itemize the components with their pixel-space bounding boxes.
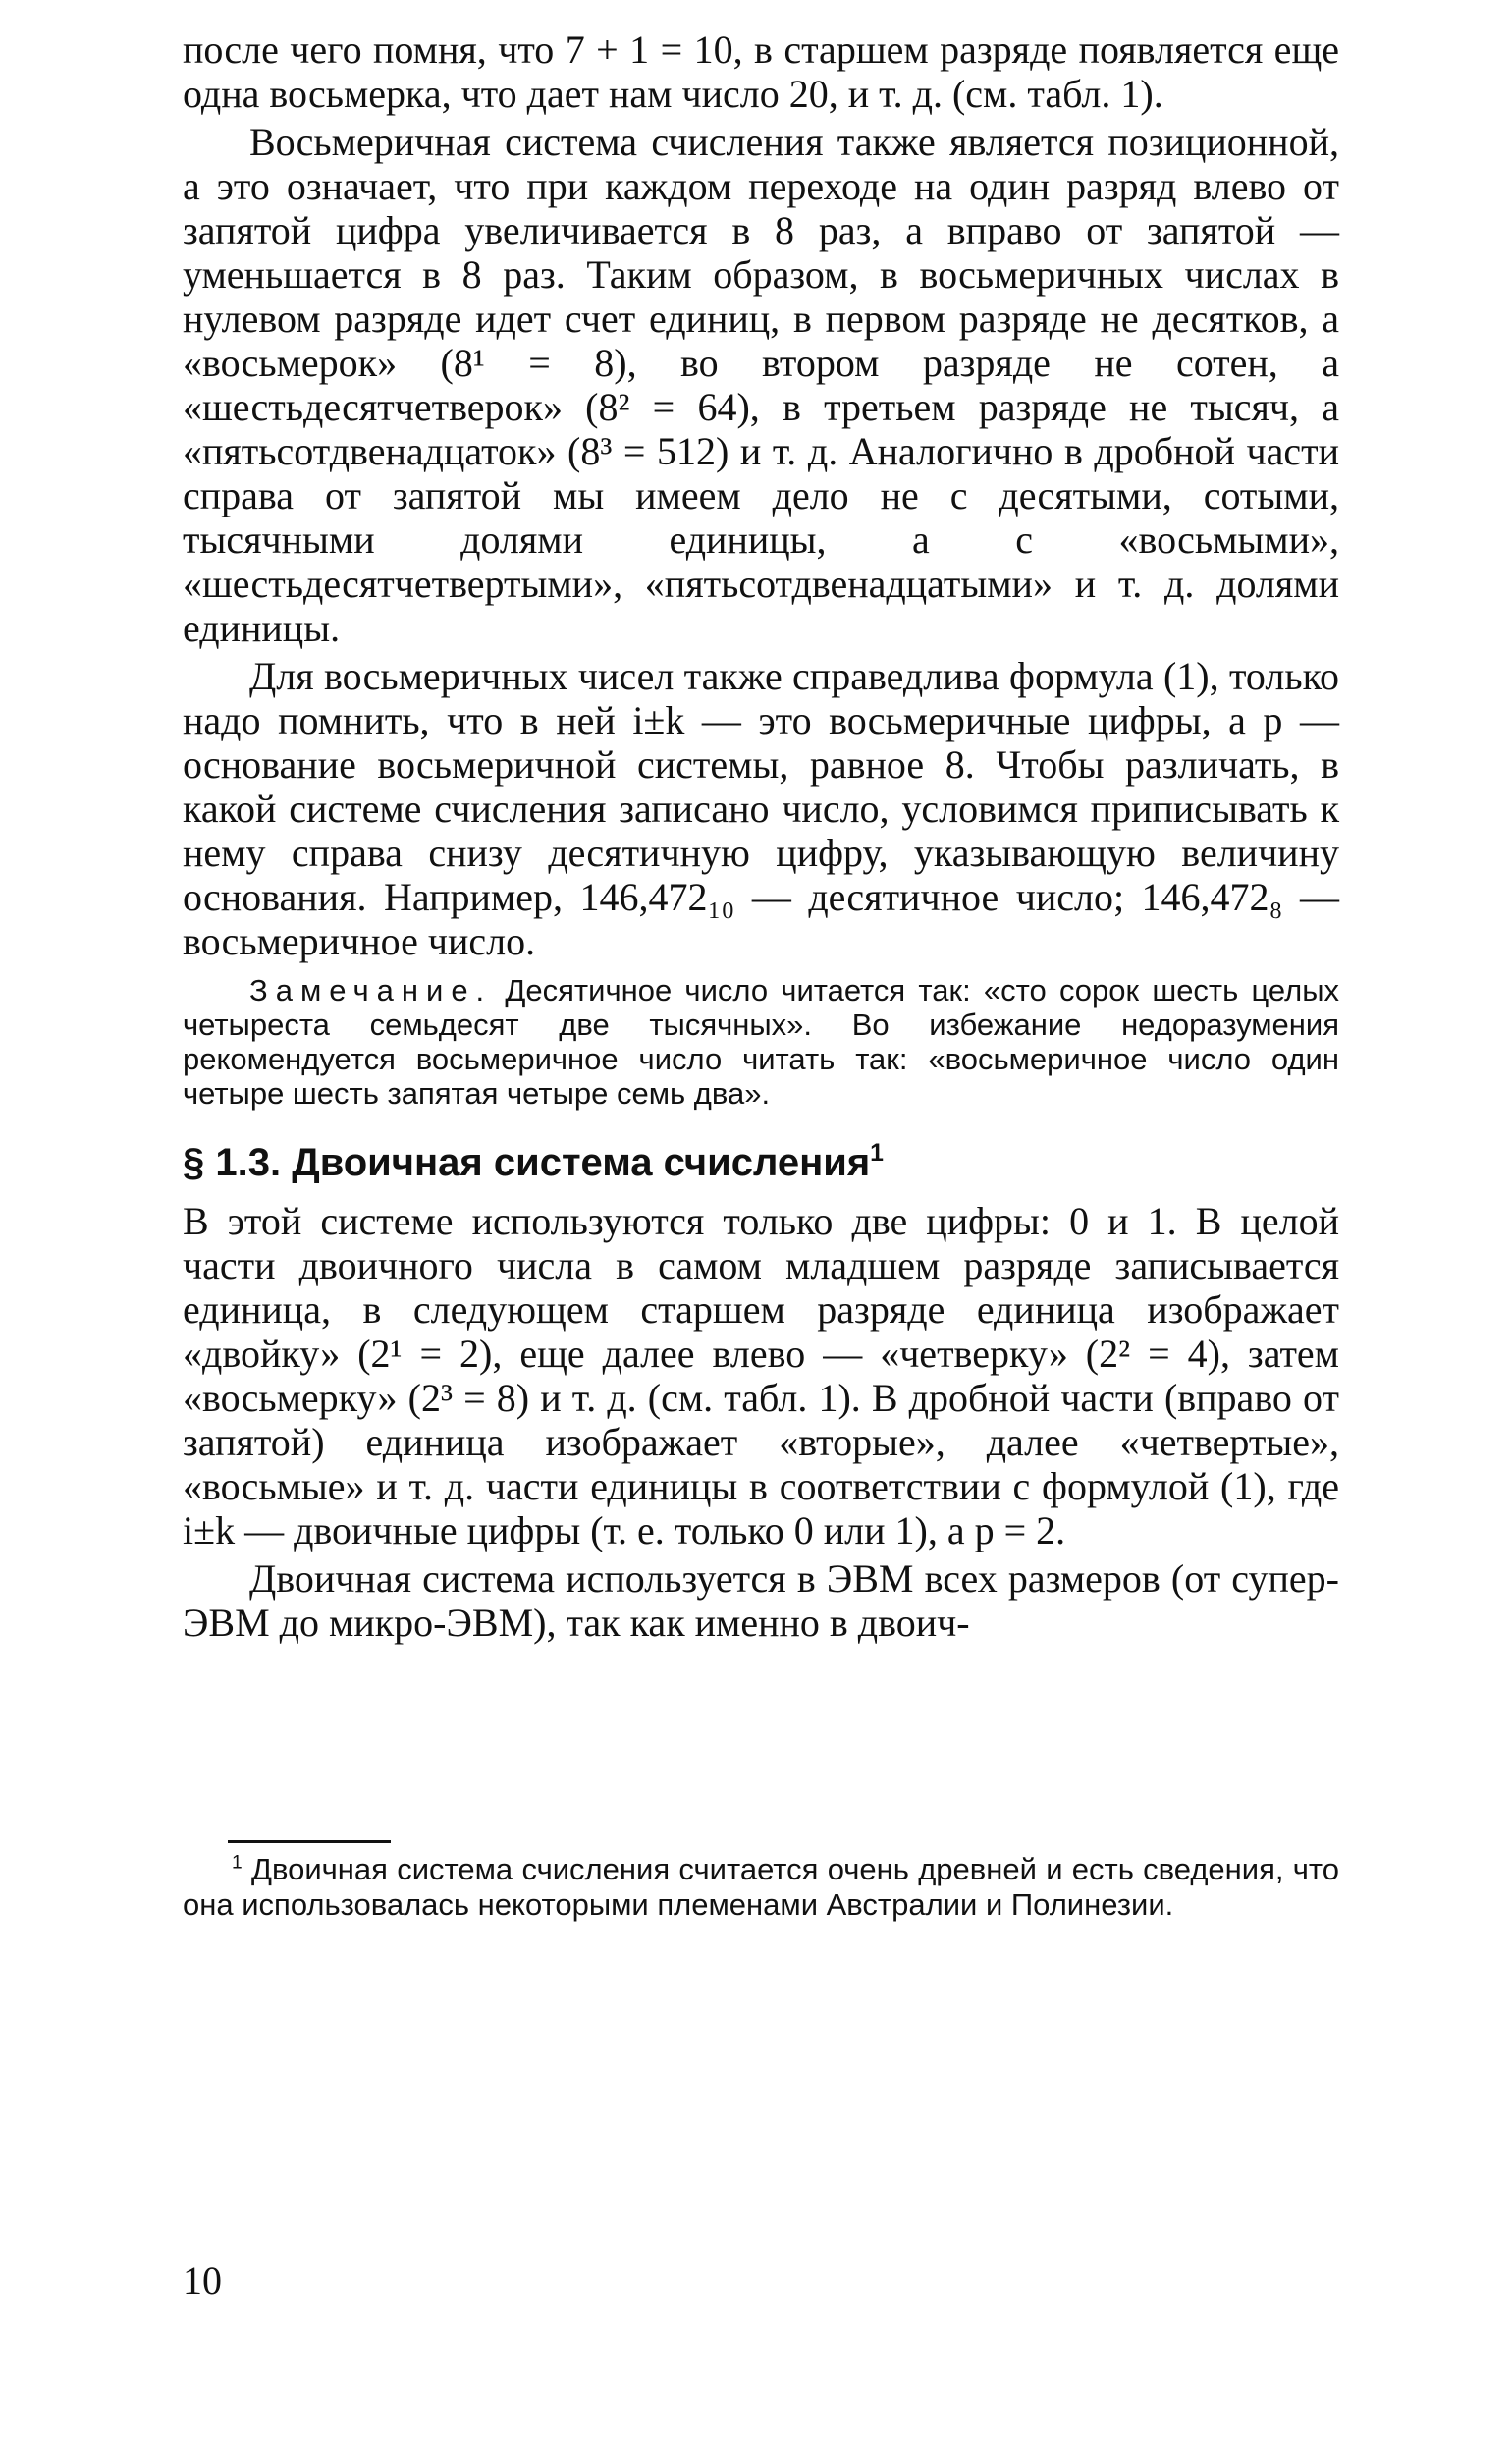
- page-number: 10: [183, 2259, 222, 2303]
- footnote-ref: 1: [870, 1140, 884, 1168]
- footnote-body: Двоичная система счисления считается очень древней и есть сведения, что она использовалась некоторыми племенами Австралии и Полинезии.: [183, 1852, 1339, 1922]
- footnote-text: [183, 1852, 1339, 1923]
- body-text: [183, 27, 1339, 1645]
- paragraph-3: Для восьмеричных чисел также справедлива формула (1), только надо помнить, что в ней i±k — это восьмеричные цифры, а p — основание восьмеричной системы, равное 8. Чтобы различать, в какой системе счисления записано число, условимся приписывать к нему справа снизу десятичную цифру, указывающую величину основания. Например, 146,472₁₀ — десятичное число; 146,472₈ — восьмеричное число.: [183, 654, 1339, 963]
- section-heading-text: § 1.3. Двоичная система счисления: [183, 1141, 871, 1184]
- remark-text: Десятичное число читается так: «сто сорок шесть целых четыреста семьдесят две тысячных». Во избежание недоразумения рекомендуется восьмеричное число читать так: «восьмеричное число один четыре шесть запятая четыре семь два».: [183, 973, 1339, 1111]
- section-paragraph-2: Двоичная система используется в ЭВМ всех размеров (от супер-ЭВМ до микро-ЭВМ), так как именно в двоич-: [183, 1556, 1339, 1645]
- footnote-divider: [228, 1840, 391, 1843]
- paragraph-1: после чего помня, что 7 + 1 = 10, в старшем разряде появляется еще одна восьмерка, что дает нам число 20, и т. д. (см. табл. 1).: [183, 27, 1339, 116]
- section-heading: [183, 1140, 1339, 1185]
- section-paragraph-1: В этой системе используются только две цифры: 0 и 1. В целой части двоичного числа в самом младшем разряде записывается единица, в следующем старшем разряде единица изображает «двойку» (2¹ = 2), еще далее влево — «четверку» (2² = 4), затем «восьмерку» (2³ = 8) и т. д. (см. табл. 1). В дробной части (вправо от запятой) единица изображает «вторые», далее «четвертые», «восьмые» и т. д. части единицы в соответствии с формулой (1), где i±k — двоичные цифры (т. е. только 0 или 1), а p = 2.: [183, 1199, 1339, 1552]
- paragraph-2: Восьмеричная система счисления также является позиционной, а это означает, что при каждом переходе на один разряд влево от запятой цифра увеличивается в 8 раз, а вправо от запятой — уменьшается в 8 раз. Таким образом, в восьмеричных числах в нулевом разряде идет счет единиц, в первом разряде не десятков, а «восьмерок» (8¹ = 8), во втором разряде не сотен, а «шестьдесятчетверок» (8² = 64), в третьем разряде не тысяч, а «пятьсотдвенадцаток» (8³ = 512) и т. д. Аналогично в дробной части справа от запятой мы имеем дело не с десятыми, сотыми, тысячными долями единицы, а с «восьмыми», «шестьдесятчетвертыми», «пятьсотдвенадцатыми» и т. д. долями единицы.: [183, 120, 1339, 650]
- remark: [183, 973, 1339, 1111]
- remark-label: Замечание.: [249, 973, 493, 1008]
- footnote-mark: 1: [232, 1852, 243, 1874]
- footnote: [183, 1852, 1339, 1923]
